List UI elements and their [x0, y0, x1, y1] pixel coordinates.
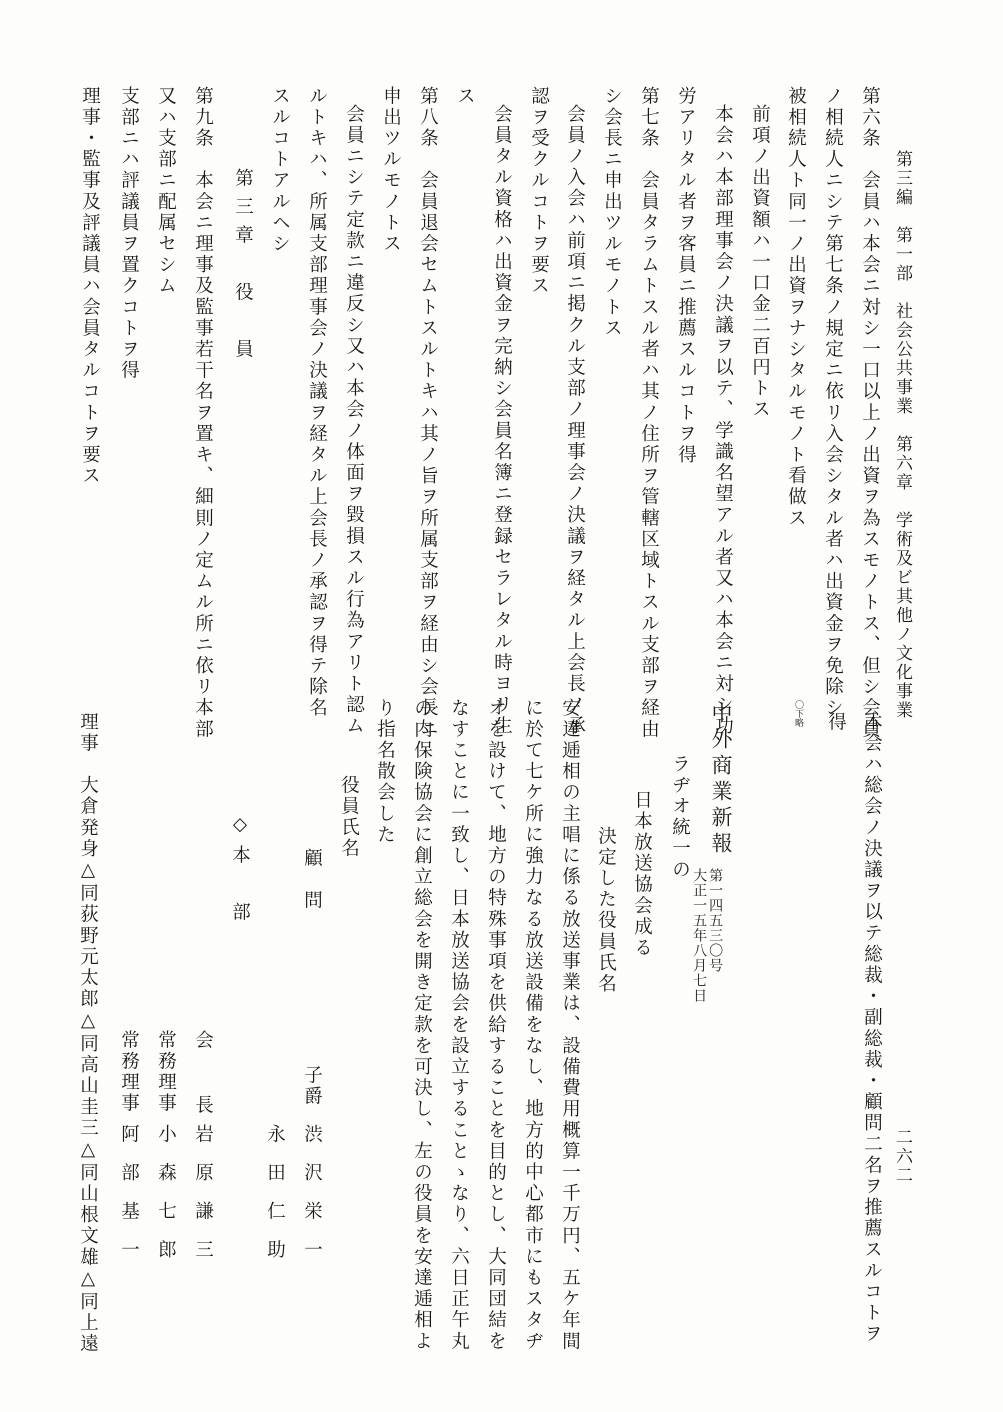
article-body-line: に於て七ケ所に強力なる放送設備をなし、地方的中心都市にもスタヂ: [522, 698, 544, 1353]
statute-line: 申出ツルモノトス: [380, 86, 402, 255]
statute-line: ス: [454, 86, 476, 108]
statute-line: 理事・監事及評議員ハ会員タルコトヲ要ス: [79, 86, 101, 487]
article-continued-text: 本会ハ総会ノ決議ヲ以テ総裁・副総裁・顧問二名ヲ推薦スルコトヲ: [861, 712, 883, 1345]
article-body-line: なすことに一致し、日本放送協会を設立することゝなり、六日正午丸: [448, 698, 470, 1353]
article-continued-text-end: 得: [825, 712, 847, 734]
headline-line-3: 決定した役員氏名: [595, 826, 617, 995]
statute-line: 第八条 会員退会セムトスルトキハ其ノ旨ヲ所属支部ヲ経由シ会長ニ: [417, 86, 439, 741]
newspaper-name: 中外商業新報: [709, 702, 733, 858]
statute-line: 本会ハ本部理事会ノ決議ヲ以テ、学識名望アル者又ハ本会ニ対シ功: [712, 104, 734, 737]
article-body-line: り指名散会した: [374, 698, 396, 846]
director-list: 理事 大倉発身△同荻野元太郎△同高山圭三△同山根文雄△同上遠: [77, 712, 99, 1355]
statute-line: 支部ニハ評議員ヲ置クコトヲ得: [118, 86, 140, 382]
statute-line: 会員ノ入会ハ前項ニ掲クル支部ノ理事会ノ決議ヲ経タル上会長ノ承: [564, 104, 586, 737]
president-name: 岩原謙三: [192, 1124, 214, 1278]
article-body-line: の内保険協会に創立総会を開き定款を可決し、左の役員を安達逓相よ: [411, 698, 433, 1353]
advisor-name-2: 永田仁助: [264, 1124, 286, 1278]
managing-director-name-2: 阿部基一: [118, 1124, 140, 1278]
statute-line: 被相続人ト同一ノ出資ヲナシタルモノト看做ス: [785, 86, 807, 530]
statute-line: ノ相続人ニシテ第七条ノ規定ニ依リ入会シタル者ハ出資金ヲ免除シ: [822, 86, 844, 719]
managing-director-label-2: 常務理事: [118, 1030, 140, 1115]
statute-line: 会員タル資格ハ出資金ヲ完納シ会員名簿ニ登録セラレタル時ヨリ生: [491, 104, 513, 737]
statute-line: 第六条 会員ハ本会ニ対シ一口以上ノ出資ヲ為スモノトス、但シ会員: [859, 86, 881, 741]
running-head: 第三編 第一部 社会公共事業 第六章 学術及ビ其他ノ文化事業: [892, 150, 912, 720]
article-body-line: オを設けて、地方の特殊事項を供給することを目的とし、大同団結を: [485, 698, 507, 1353]
omission-note: 〇下略: [793, 700, 803, 727]
managing-director-name-1: 小森七郎: [155, 1124, 177, 1278]
president-label: 会 長: [192, 1030, 214, 1128]
article-body-line: 安達逓相の主唱に係る放送事業は、設備費用概算一千万円、五ケ年間: [559, 698, 581, 1353]
statute-line: 第七条 会員タラムトスル者ハ其ノ住所ヲ管轄区域トスル支部ヲ経由: [638, 86, 660, 741]
headline-line-2: 日本放送協会成る: [631, 790, 653, 959]
statute-line: 労アリタル者ヲ客員ニ推薦スルコトヲ得: [675, 86, 697, 466]
advisor-label: 顧 問: [301, 848, 323, 912]
headquarters-label: ◇本 部: [229, 814, 251, 931]
issue-date: 大正一五年八月七日: [691, 868, 708, 1003]
statute-line: スルコトアルヘシ: [269, 86, 291, 255]
statute-line: 認ヲ受クルコトヲ要ス: [528, 86, 550, 297]
statute-line: 第三章 役 員: [232, 168, 254, 368]
statute-line: 会員ニシテ定款ニ違反シ又ハ本会ノ体面ヲ毀損スル行為アリト認ム: [343, 104, 365, 737]
statute-line: 前項ノ出資額ハ一口金二百円トス: [749, 104, 771, 421]
statute-line: ルトキハ、所属支部理事会ノ決議ヲ経タル上会長ノ承認ヲ得テ除名: [306, 86, 328, 719]
advisor-name-1: 渋沢栄一: [301, 1124, 323, 1278]
page-number: 二六二: [892, 1128, 912, 1185]
managing-director-label-1: 常務理事: [155, 1030, 177, 1115]
statute-line: シ会長ニ申出ツルモノトス: [601, 86, 623, 340]
statute-line: 第九条 本会ニ理事及監事若干名ヲ置キ、細則ノ定ムル所ニ依リ本部: [192, 86, 214, 741]
statute-line: 又ハ支部ニ配属セシム: [155, 86, 177, 297]
headline-line-1: ラヂオ統一の: [669, 754, 691, 881]
issue-number: 第一四五三〇号: [707, 868, 724, 973]
advisor-rank: 子爵: [301, 1065, 323, 1108]
roster-title: 役員氏名: [338, 775, 360, 860]
